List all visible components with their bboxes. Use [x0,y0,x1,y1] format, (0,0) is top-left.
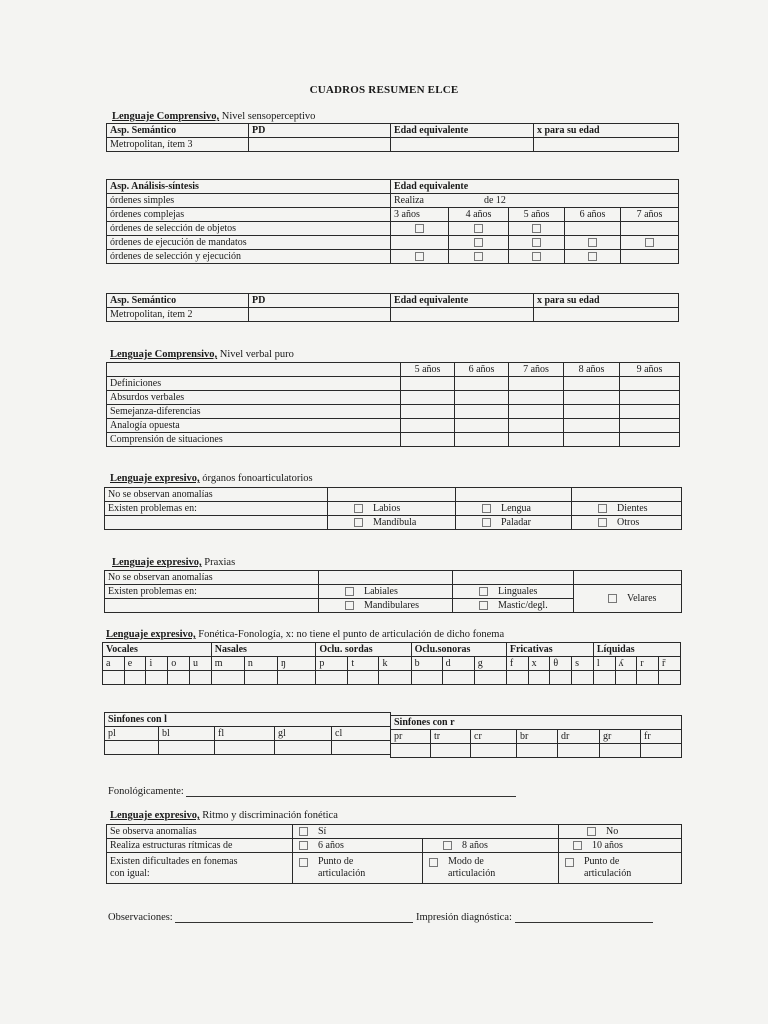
row-label: Metropolitan, ítem 3 [107,138,249,152]
edad-field[interactable] [391,138,534,152]
x-edad-field[interactable] [534,308,679,322]
phoneme-input-cell[interactable] [244,671,277,685]
age-header: 6 años [455,363,509,377]
phoneme-cell: p [316,657,348,671]
checkbox-modo[interactable] [429,858,438,867]
sinfon-input-cell[interactable] [641,744,682,758]
section-heading-sensoperceptivo: Lenguaje Comprensivo, Nivel sensoperceptivo [112,111,316,122]
age-header: 4 años [449,208,509,222]
x-edad-field[interactable] [534,138,679,152]
section-heading-ritmo: Lenguaje expresivo, Ritmo y discriminación fonética [110,810,338,821]
checkbox[interactable] [532,238,541,247]
checkbox-no[interactable] [587,827,596,836]
row-label: Metropolitan, ítem 2 [107,308,249,322]
sinfon-cell: gr [600,730,641,744]
col-header: x para su edad [534,124,679,138]
checkbox[interactable] [608,594,617,603]
checkbox[interactable] [482,504,491,513]
phoneme-input-cell[interactable] [278,671,316,685]
sinfon-cell: bl [159,727,215,741]
checkbox[interactable] [532,252,541,261]
row-label: Realiza estructuras rítmicas de [107,839,293,853]
sinfon-cell: pl [105,727,159,741]
checkbox-6-anos[interactable] [299,841,308,850]
phoneme-input-cell[interactable] [379,671,411,685]
row-label: órdenes de selección de objetos [107,222,391,236]
phoneme-cell: g [474,657,506,671]
checkbox[interactable] [474,238,483,247]
sinfon-input-cell[interactable] [275,741,332,755]
observaciones-line: Observaciones: Impresión diagnóstica: [108,908,653,923]
phoneme-input-cell[interactable] [124,671,146,685]
group-header-nasales: Nasales [211,643,316,657]
checkbox[interactable] [588,252,597,261]
table-semantico-item2 [106,293,679,322]
row-label: órdenes de selección y ejecución [107,250,391,264]
phoneme-cell: o [168,657,190,671]
phoneme-cell: ʎ [615,657,637,671]
edad-field[interactable] [391,308,534,322]
group-header-fricativas: Fricativas [506,643,593,657]
table-organos: No se observan anomalías Existen problemas en: Labios Lengua Dientes Mandíbula Paladar Otros [104,487,682,530]
sinfon-cell: pr [391,730,431,744]
phoneme-cell: m [211,657,244,671]
row-label: Existen problemas en: [105,585,319,599]
col-header: x para su edad [534,294,679,308]
phoneme-cell: u [189,657,211,671]
group-header-oclu-sonoras: Oclu.sonoras [411,643,506,657]
section-heading-fonetica: Lenguaje expresivo, Fonética-Fonología, x: no tiene el punto de articulación de dicho fonema [106,629,505,640]
pd-field[interactable] [249,138,391,152]
phoneme-cell: ŋ [278,657,316,671]
table-ritmo: Se observa anomalías Sí No Realiza estructuras rítmicas de 6 años 8 años 10 años Existen dificultades en fonemas con igual: Punto de articulación Modo de articulación Punto de articulación [106,824,682,884]
age-header: 7 años [509,363,564,377]
checkbox[interactable] [354,518,363,527]
age-header: 6 años [565,208,621,222]
section-heading-praxias: Lenguaje expresivo, Praxias [112,557,236,568]
phoneme-input-cell[interactable] [146,671,168,685]
phoneme-input-cell[interactable] [316,671,348,685]
sinfon-cell: cl [332,727,391,741]
checkbox[interactable] [598,504,607,513]
phoneme-input-cell[interactable] [593,671,615,685]
phoneme-cell: i [146,657,168,671]
phoneme-cell: r̄ [659,657,681,671]
checkbox[interactable] [479,601,488,610]
age-header: 9 años [620,363,680,377]
col-header: PD [249,124,391,138]
section-heading-verbal-puro: Lenguaje Comprensivo, Nivel verbal puro [110,349,294,360]
realiza-cell[interactable]: Realiza de 12 [391,194,679,208]
phoneme-cell: θ [550,657,572,671]
table-verbal-puro [106,362,680,447]
checkbox[interactable] [479,587,488,596]
pd-field[interactable] [249,308,391,322]
row-label: Absurdos verbales [107,391,401,405]
phoneme-input-cell[interactable] [168,671,190,685]
checkbox[interactable] [345,587,354,596]
checkbox[interactable] [415,224,424,233]
row-label: órdenes de ejecución de mandatos [107,236,391,250]
table-sinfones-l [104,712,391,755]
checkbox[interactable] [482,518,491,527]
section-heading-organos: Lenguaje expresivo, órganos fonoarticulatorios [110,473,313,484]
phoneme-cell: f [506,657,528,671]
age-header: 8 años [564,363,620,377]
sinfon-cell: cr [471,730,517,744]
row-label: Definiciones [107,377,401,391]
age-header: 5 años [401,363,455,377]
row-label: órdenes complejas [107,208,391,222]
sinfon-cell: gl [275,727,332,741]
phoneme-cell: t [348,657,379,671]
phoneme-input-cell[interactable] [211,671,244,685]
row-label: Semejanza-diferencias [107,405,401,419]
fonologicamente-input[interactable] [186,782,516,797]
col-header: Asp. Semántico [107,294,249,308]
checkbox-punto-2[interactable] [565,858,574,867]
row-label: No se observan anomalías [105,488,328,502]
checkbox[interactable] [474,224,483,233]
checkbox[interactable] [532,224,541,233]
checkbox[interactable] [598,518,607,527]
sinfon-input-cell[interactable] [105,741,159,755]
sinfon-input-cell[interactable] [471,744,517,758]
sinfon-cell: fl [215,727,275,741]
col-header: PD [249,294,391,308]
checkbox-10-anos[interactable] [573,841,582,850]
phoneme-cell: k [379,657,411,671]
sinfon-cell: dr [558,730,600,744]
checkbox-si[interactable] [299,827,308,836]
row-label: Comprensión de situaciones [107,433,401,447]
group-header-vocales: Vocales [103,643,212,657]
observaciones-input[interactable] [175,908,413,923]
sinfon-input-cell[interactable] [517,744,558,758]
phoneme-cell: n [244,657,277,671]
phoneme-input-cell[interactable] [189,671,211,685]
phoneme-cell: e [124,657,146,671]
col-header: Asp. Análisis-síntesis [107,180,391,194]
phoneme-input-cell[interactable] [348,671,379,685]
checkbox[interactable] [354,504,363,513]
phoneme-cell: s [572,657,594,671]
row-label: Se observa anomalías [107,825,293,839]
checkbox[interactable] [645,238,654,247]
sinfon-input-cell[interactable] [431,744,471,758]
phoneme-input-cell[interactable] [637,671,659,685]
sinfon-cell: br [517,730,558,744]
sinfones-l-header: Sinfones con l [105,713,391,727]
checkbox-8-anos[interactable] [443,841,452,850]
row-label: Existen problemas en: [105,502,328,516]
checkbox[interactable] [474,252,483,261]
phoneme-cell: r [637,657,659,671]
sinfon-input-cell[interactable] [332,741,391,755]
checkbox[interactable] [345,601,354,610]
sinfones-r-header: Sinfones con r [391,716,682,730]
age-header: 7 años [621,208,679,222]
col-header: Edad equivalente [391,180,679,194]
phoneme-input-cell[interactable] [550,671,572,685]
sinfon-input-cell[interactable] [391,744,431,758]
phoneme-input-cell[interactable] [615,671,637,685]
col-header: Asp. Semántico [107,124,249,138]
phoneme-input-cell[interactable] [411,671,442,685]
table-semantico-item3 [106,123,679,152]
phoneme-cell: a [103,657,125,671]
age-header: 5 años [509,208,565,222]
phoneme-cell: l [593,657,615,671]
col-header: Edad equivalente [391,294,534,308]
phoneme-input-cell[interactable] [528,671,550,685]
col-header: Edad equivalente [391,124,534,138]
sinfon-input-cell[interactable] [159,741,215,755]
row-label: Analogía opuesta [107,419,401,433]
checkbox[interactable] [588,238,597,247]
table-praxias: No se observan anomalías Existen problemas en: Labiales Linguales Velares Mandibulares Mastic/degl. [104,570,682,613]
page-title: CUADROS RESUMEN ELCE [309,84,459,96]
checkbox[interactable] [415,252,424,261]
sinfon-input-cell[interactable] [600,744,641,758]
phoneme-input-cell[interactable] [659,671,681,685]
phoneme-input-cell[interactable] [442,671,474,685]
sinfon-input-cell[interactable] [215,741,275,755]
sinfon-cell: tr [431,730,471,744]
phoneme-input-cell[interactable] [572,671,594,685]
group-header-liquidas: Líquidas [593,643,680,657]
row-label: No se observan anomalías [105,571,319,585]
age-header: 3 años [391,208,449,222]
table-fonemas [102,642,681,685]
table-analisis-sintesis [106,179,679,264]
fonologicamente-line: Fonológicamente: [108,782,516,797]
sinfon-input-cell[interactable] [558,744,600,758]
phoneme-cell: b [411,657,442,671]
checkbox-punto-1[interactable] [299,858,308,867]
table-sinfones-r [390,715,682,758]
sinfon-cell: fr [641,730,682,744]
impresion-input[interactable] [515,908,653,923]
group-header-oclu-sordas: Oclu. sordas [316,643,411,657]
phoneme-cell: d [442,657,474,671]
phoneme-input-cell[interactable] [506,671,528,685]
row-label: órdenes simples [107,194,391,208]
phoneme-input-cell[interactable] [474,671,506,685]
phoneme-cell: x [528,657,550,671]
row-label: Existen dificultades en fonemas con igual: [107,853,293,884]
phoneme-input-cell[interactable] [103,671,125,685]
